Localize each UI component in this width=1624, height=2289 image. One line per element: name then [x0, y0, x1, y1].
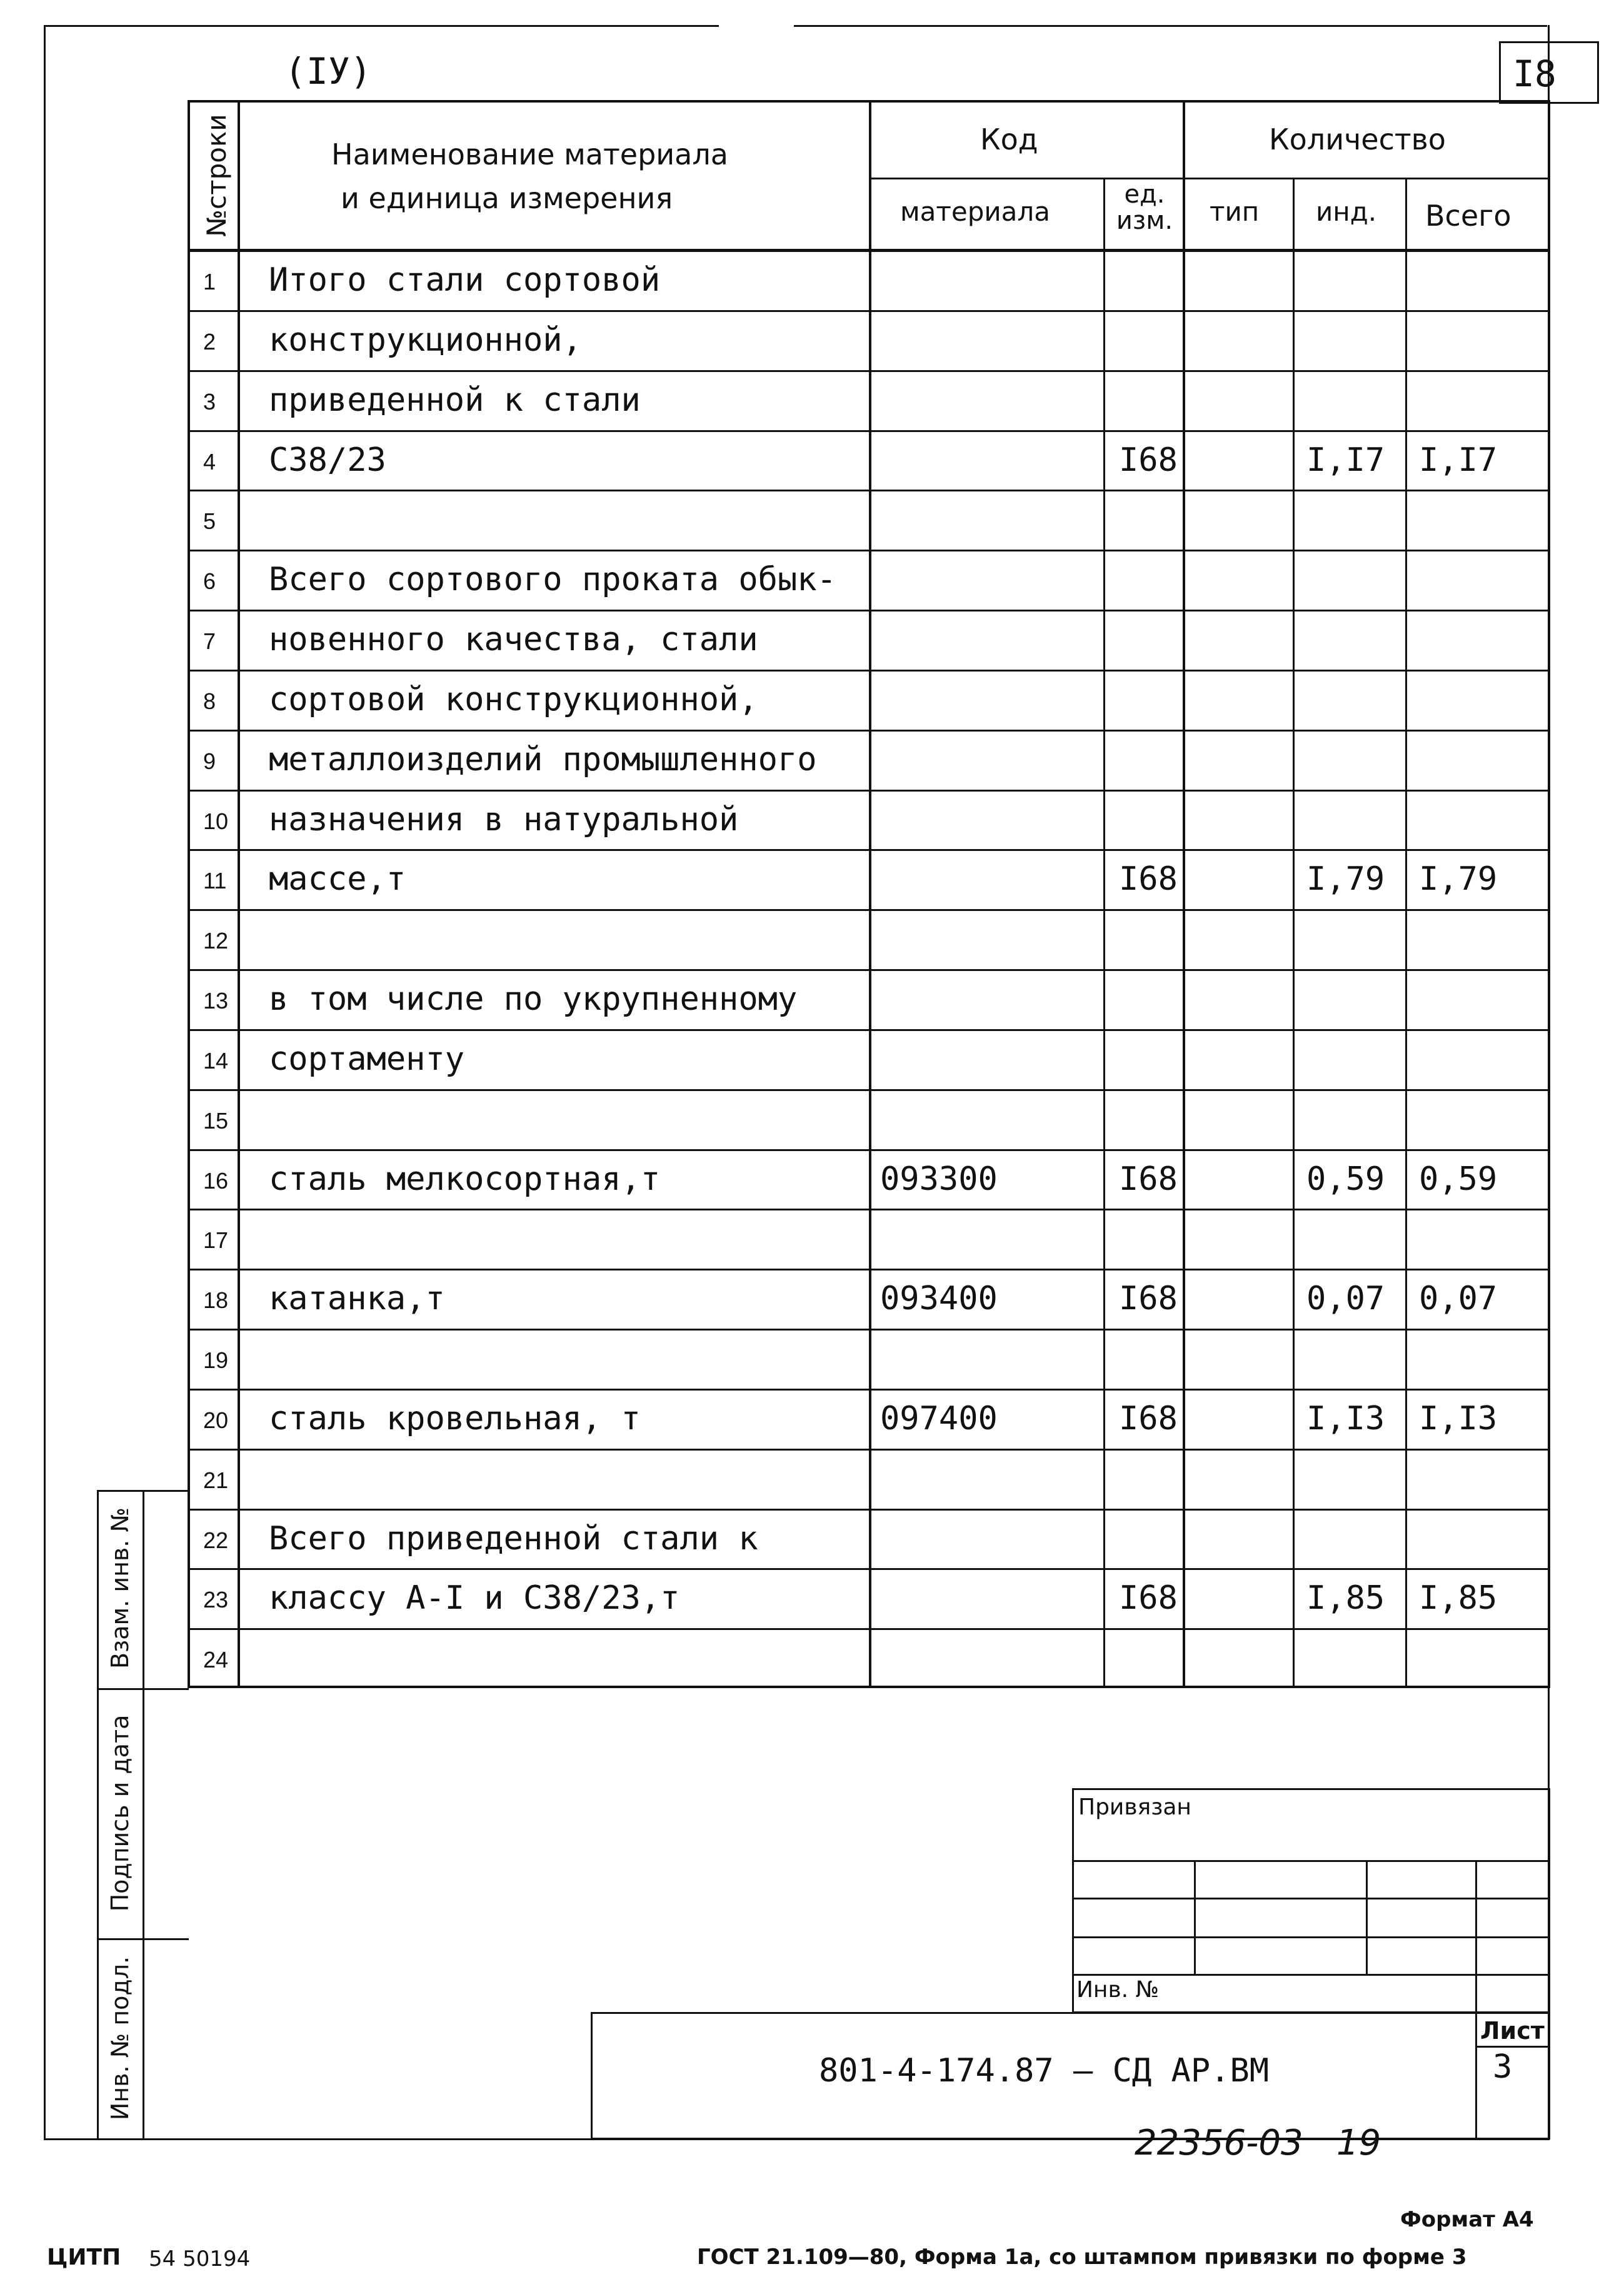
material-name: Итого стали сортовой: [269, 261, 661, 299]
row-number: 14: [203, 1047, 229, 1074]
header-code-material: материала: [900, 196, 1051, 227]
table-row: [188, 1568, 1550, 1628]
stamp-inv-label: Инв. №: [1076, 1977, 1160, 2003]
table-row: [188, 1149, 1550, 1209]
stamp-sheet-rule: [1475, 2046, 1550, 2048]
table-row: [188, 1628, 1550, 1688]
header-qty-ind: инд.: [1316, 196, 1377, 227]
material-name: в том числе по укрупненному: [269, 980, 798, 1018]
side-label-vzam: Взам. инв. №: [106, 1507, 134, 1669]
table-row: [188, 1029, 1550, 1089]
table-row: [188, 969, 1550, 1029]
stamp-col-1: [1194, 1860, 1196, 1976]
row-number: 21: [203, 1467, 229, 1493]
material-code: 093300: [880, 1160, 998, 1198]
material-name: С38/23: [269, 441, 386, 479]
top-rule-right: [794, 25, 1547, 27]
stamp-rule-3: [1072, 1936, 1550, 1938]
unit-code: I68: [1119, 860, 1178, 898]
top-rule-left: [44, 25, 719, 27]
footer-org-code: 54 50194: [149, 2246, 251, 2271]
row-number: 22: [203, 1527, 229, 1553]
table-row: [188, 790, 1550, 850]
row-number: 1: [203, 269, 216, 294]
material-name: катанка,т: [269, 1280, 445, 1318]
material-name: новенного качества, стали: [269, 621, 758, 658]
row-number: 8: [203, 688, 216, 714]
qty-ind: I,I3: [1306, 1399, 1385, 1437]
stamp-sheet-label: Лист: [1480, 2017, 1545, 2045]
material-name: массе,т: [269, 860, 406, 898]
side-label-inv-podl: Инв. № подл.: [106, 1956, 134, 2121]
material-code: 093400: [880, 1280, 998, 1318]
qty-total: I,I3: [1419, 1399, 1498, 1437]
material-name: Всего приведенной стали к: [269, 1519, 758, 1557]
row-number: 12: [203, 928, 229, 954]
header-quantity: Количество: [1269, 123, 1446, 156]
header-name-line1: Наименование материала: [331, 138, 728, 171]
material-name: металлоизделий промышленного: [269, 740, 817, 778]
row-number: 5: [203, 508, 216, 535]
row-number: 24: [203, 1647, 229, 1673]
material-name: сортовой конструкционной,: [269, 680, 758, 718]
row-number: 17: [203, 1227, 229, 1254]
row-number: 15: [203, 1107, 229, 1134]
side-label-podpis: Подпись и дата: [106, 1714, 134, 1912]
qty-total: 0,59: [1419, 1160, 1498, 1198]
header-qty-type: тип: [1210, 196, 1260, 227]
table-row: [188, 730, 1550, 790]
header-mid-rule: [869, 178, 1550, 179]
qty-total: 0,07: [1419, 1280, 1498, 1318]
stamp-rule-1: [1072, 1860, 1550, 1862]
table-row: [188, 1089, 1550, 1149]
row-number: 2: [203, 328, 216, 355]
qty-ind: I,85: [1306, 1579, 1385, 1617]
row-number: 4: [203, 448, 216, 475]
table-row: [188, 849, 1550, 909]
qty-total: I,I7: [1419, 441, 1498, 479]
table-row: [188, 610, 1550, 670]
material-name: сортаменту: [269, 1040, 465, 1078]
header-code: Код: [980, 123, 1038, 156]
material-code: 097400: [880, 1399, 998, 1437]
table-row: [188, 370, 1550, 430]
table-row: [188, 250, 1550, 310]
material-name: сталь мелкосортная,т: [269, 1160, 661, 1198]
row-number: 6: [203, 568, 216, 595]
table-row: [188, 310, 1550, 370]
table-row: [188, 1449, 1550, 1509]
material-name: приведенной к стали: [269, 381, 641, 419]
header-row-no: №строки: [201, 114, 232, 237]
material-name: классу А-I и С38/23,т: [269, 1579, 680, 1617]
qty-ind: I,I7: [1306, 441, 1385, 479]
row-number: 13: [203, 988, 229, 1014]
handwritten-number: 22356-03 19: [1135, 2123, 1381, 2163]
footer-gost: ГОСТ 21.109—80, Форма 1а, со штампом привязки по форме 3: [697, 2245, 1467, 2270]
qty-ind: 0,07: [1306, 1280, 1385, 1318]
qty-total: I,79: [1419, 860, 1498, 898]
table-row: [188, 430, 1550, 490]
footer-format: Формат А4: [1400, 2207, 1534, 2232]
row-number: 9: [203, 748, 216, 774]
row-number: 20: [203, 1407, 229, 1433]
table-row: [188, 1509, 1550, 1569]
unit-code: I68: [1119, 1579, 1178, 1617]
stamp-rule-2: [1072, 1898, 1550, 1899]
unit-code: I68: [1119, 441, 1178, 479]
footer-org: ЦИТП: [47, 2245, 121, 2270]
stamp-sheet-value: 3: [1493, 2048, 1513, 2086]
header-qty-total: Всего: [1425, 199, 1511, 233]
stamp-rule-4: [1072, 1974, 1550, 1976]
table-row: [188, 909, 1550, 969]
table-row: [188, 670, 1550, 730]
table-row: [188, 550, 1550, 610]
material-name: назначения в натуральной: [269, 800, 739, 838]
stamp-sheet-divider: [1475, 2012, 1477, 2140]
material-name: конструкционной,: [269, 321, 582, 359]
stamp-privyazan-label: Привязан: [1078, 1794, 1191, 1820]
table-row: [188, 490, 1550, 550]
header-code-unit: ед. изм.: [1116, 180, 1173, 235]
unit-code: I68: [1119, 1399, 1178, 1437]
section-label: (IУ): [284, 50, 372, 93]
row-number: 16: [203, 1167, 229, 1194]
row-number: 3: [203, 388, 216, 415]
qty-total: I,85: [1419, 1579, 1498, 1617]
table-row: [188, 1329, 1550, 1389]
table-row: [188, 1389, 1550, 1449]
row-number: 10: [203, 808, 229, 834]
header-name-line2: и единица измерения: [341, 181, 673, 215]
frame-left: [44, 25, 46, 2138]
row-number: 19: [203, 1347, 229, 1373]
row-number: 18: [203, 1287, 229, 1314]
side-box-rule-1: [97, 1688, 189, 1690]
unit-code: I68: [1119, 1280, 1178, 1318]
side-box-left: [97, 1490, 99, 2138]
qty-ind: I,79: [1306, 860, 1385, 898]
table-row: [188, 1209, 1550, 1269]
stamp-col-3: [1475, 1860, 1477, 2013]
row-number: 11: [203, 868, 227, 894]
side-box-divider: [143, 1490, 144, 2138]
row-number: 23: [203, 1587, 229, 1613]
table-row: [188, 1269, 1550, 1329]
qty-ind: 0,59: [1306, 1160, 1385, 1198]
row-number: 7: [203, 628, 216, 654]
side-box-rule-2: [97, 1938, 189, 1940]
material-name: сталь кровельная, т: [269, 1399, 641, 1437]
stamp-designation: 801-4-174.87 — СД АР.ВМ: [819, 2052, 1270, 2090]
page-number: I8: [1513, 53, 1556, 95]
stamp-col-2: [1366, 1860, 1368, 1976]
unit-code: I68: [1119, 1160, 1178, 1198]
material-name: Всего сортового проката обык-: [269, 561, 836, 599]
